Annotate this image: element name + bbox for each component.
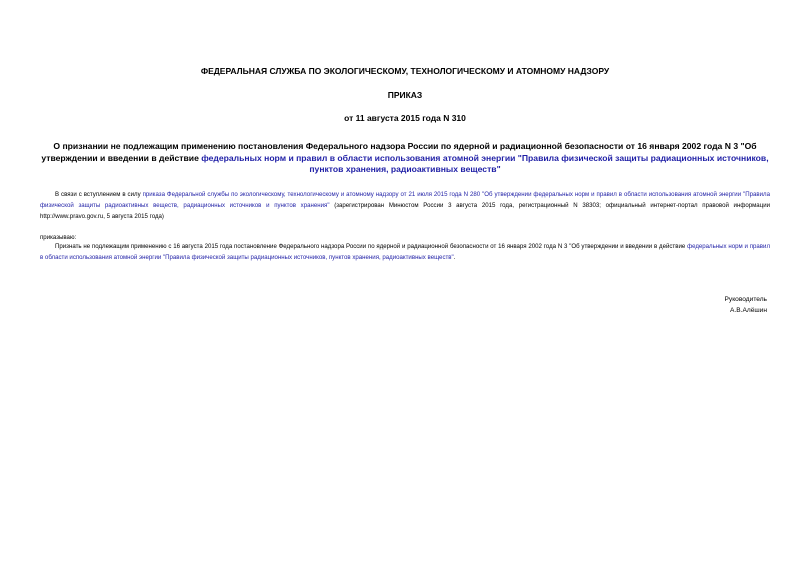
signatory-name: А.В.Алёшин — [730, 307, 767, 314]
preamble-text-end: (зарегистрирован Минюстом России 3 августа 2015 года, регистрационный N 38303; официальный интернет-портал правовой информации http://www.pravo.gov.ru, 5 августа 2015 года) — [40, 201, 770, 220]
order-280-link[interactable]: приказа Федеральной службы по экологическому, технологическому и атомному надзору от 21 июля 2015 года N 280 "Об утверждении федеральных норм и правил в области использования атомной энергии "Правила физической защиты радиоактивных веществ, радиационных источников и пунктов хранения" — [40, 191, 770, 209]
preamble-text: В связи с вступлением в силу — [55, 191, 143, 198]
order-text: Признать не подлежащим применению с 16 августа 2015 года постановление Федерального надзора России по ядерной и радиационной безопасности от 16 января 2002 года N 3 "Об утверждении и введении в действие — [55, 243, 688, 250]
norms-link[interactable]: федеральных норм и правил в области использования атомной энергии "Правила физической защиты радиационных источников, пунктов хранения, радиоактивных веществ" — [40, 243, 771, 261]
document-title — [40, 141, 770, 176]
title-norms-link[interactable]: федеральных норм и правил в области использования атомной энергии "Правила физической защиты радиационных источников, пунктов хранения, радиоактивных веществ" — [201, 152, 769, 174]
title-text: О признании не подлежащим применению постановления Федерального надзора России по ядерной и радиационной безопасности от 16 января 2002 года N 3 "Об утверждении и введении в действие — [41, 141, 757, 163]
preamble-paragraph — [40, 190, 770, 222]
document-date: от 11 августа 2015 года N 310 — [344, 113, 466, 123]
order-word: приказываю: — [40, 234, 77, 241]
signatory-role: Руководитель — [724, 296, 767, 303]
document-type: ПРИКАЗ — [387, 90, 423, 100]
order-text-end: . — [453, 253, 456, 261]
agency-heading: ФЕДЕРАЛЬНАЯ СЛУЖБА ПО ЭКОЛОГИЧЕСКОМУ, ТЕХНОЛОГИЧЕСКОМУ И АТОМНОМУ НАДЗОРУ — [200, 66, 610, 76]
order-paragraph — [40, 242, 770, 264]
